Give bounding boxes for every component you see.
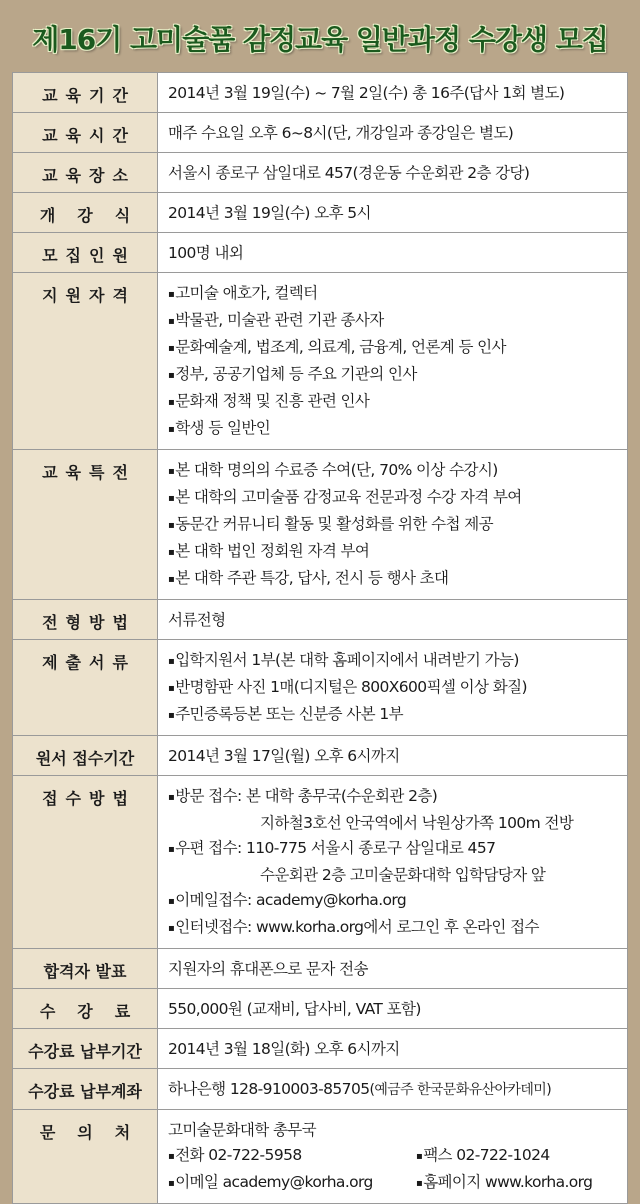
list-item: ▪ 학생 등 일반인 [168, 416, 627, 443]
contact-row [168, 1170, 627, 1197]
table-row [13, 450, 628, 600]
row-label-method: 접수방법 [13, 776, 158, 949]
table-row [13, 113, 628, 153]
list-item: ▪ 본 대학 명의의 수료증 수여(단, 70% 이상 수강시) [168, 458, 627, 485]
row-label-fee: 수강료 [13, 989, 158, 1029]
row-value-time: 매주 수요일 오후 6~8시(단, 개강일과 종강일은 별도) [158, 113, 628, 153]
row-label-time: 교육시간 [13, 113, 158, 153]
row-label-announcement: 합격자 발표 [13, 949, 158, 989]
row-value-fee: 550,000원 (교재비, 답사비, VAT 포함) [158, 989, 628, 1029]
list-item: ▪ 입학지원서 1부(본 대학 홈페이지에서 내려받기 가능) [168, 648, 627, 675]
account-holder: (예금주 한국문화유산아카데미) [369, 1082, 552, 1098]
contact-fax: ▪ 팩스 02-722-1024 [416, 1146, 550, 1164]
table-row [13, 640, 628, 736]
row-label-qualification: 지원자격 [13, 273, 158, 450]
list-item: ▪ 문화재 정책 및 진흥 관련 인사 [168, 389, 627, 416]
info-table [12, 72, 628, 1204]
list-item: ▪ 동문간 커뮤니티 활동 및 활성화를 위한 수첩 제공 [168, 512, 627, 539]
table-row [13, 1110, 628, 1204]
row-label-capacity: 모집인원 [13, 233, 158, 273]
table-row [13, 233, 628, 273]
row-value-period: 2014년 3월 19일(수) ~ 7월 2일(수) 총 16주(답사 1회 별도) [158, 73, 628, 113]
row-value-method [158, 776, 628, 949]
contact-homepage: ▪ 홈페이지 www.korha.org [416, 1173, 592, 1191]
row-label-selection: 전형방법 [13, 600, 158, 640]
table-row [13, 1069, 628, 1110]
contact-row [168, 1143, 627, 1170]
table-row [13, 600, 628, 640]
row-label-account: 수강료 납부계좌 [13, 1069, 158, 1110]
row-value-announcement: 지원자의 휴대폰으로 문자 전송 [158, 949, 628, 989]
row-value-account [158, 1069, 628, 1110]
table-row [13, 1029, 628, 1069]
list-item: ▪ 본 대학 주관 특강, 답사, 전시 등 행사 초대 [168, 566, 627, 593]
row-value-contact [158, 1110, 628, 1204]
row-value-documents [158, 640, 628, 736]
table-row [13, 73, 628, 113]
list-item: ▪ 문화예술계, 법조계, 의료계, 금융계, 언론계 등 인사 [168, 335, 627, 362]
list-item: ▪ 이메일접수: academy@korha.org [168, 888, 627, 915]
list-item: ▪ 주민증록등본 또는 신분증 사본 1부 [168, 702, 627, 729]
list-item: ▪ 박물관, 미술관 관련 기관 종사자 [168, 308, 627, 335]
row-value-benefits [158, 450, 628, 600]
table-row [13, 193, 628, 233]
row-label-contact: 문의처 [13, 1110, 158, 1204]
list-item: ▪ 반명함판 사진 1매(디지털은 800X600픽셀 이상 화질) [168, 675, 627, 702]
contact-phone: ▪ 전화 02-722-5958 [168, 1143, 416, 1170]
table-row [13, 153, 628, 193]
account-number: 하나은행 128-910003-85705 [168, 1080, 370, 1098]
list-item: ▪ 방문 접수: 본 대학 총무국(수운회관 2층) [168, 784, 627, 811]
table-row [13, 949, 628, 989]
row-value-fee-period: 2014년 3월 18일(화) 오후 6시까지 [158, 1029, 628, 1069]
row-label-fee-period: 수강료 납부기간 [13, 1029, 158, 1069]
row-label-opening: 개강식 [13, 193, 158, 233]
row-value-qualification [158, 273, 628, 450]
table-row [13, 776, 628, 949]
list-item: ▪ 본 대학의 고미술품 감정교육 전문과정 수강 자격 부여 [168, 485, 627, 512]
table-row [13, 736, 628, 776]
row-value-selection: 서류전형 [158, 600, 628, 640]
row-label-deadline: 원서 접수기간 [13, 736, 158, 776]
list-item-detail: 지하철3호선 안국역에서 낙원상가쪽 100m 전방 [260, 814, 574, 832]
row-value-deadline: 2014년 3월 17일(월) 오후 6시까지 [158, 736, 628, 776]
list-item: ▪ 인터넷접수: www.korha.org에서 로그인 후 온라인 접수 [168, 915, 627, 942]
contact-email: ▪ 이메일 academy@korha.org [168, 1170, 416, 1197]
row-label-period: 교육기간 [13, 73, 158, 113]
list-item: ▪ 정부, 공공기업체 등 주요 기관의 인사 [168, 362, 627, 389]
list-item: ▪ 고미술 애호가, 컬렉터 [168, 281, 627, 308]
table-row [13, 989, 628, 1029]
list-item-detail: 수운회관 2층 고미술문화대학 입학담당자 앞 [260, 866, 546, 884]
row-label-documents: 제출서류 [13, 640, 158, 736]
row-label-place: 교육장소 [13, 153, 158, 193]
table-row [13, 273, 628, 450]
list-item: ▪ 본 대학 법인 정회원 자격 부여 [168, 539, 627, 566]
row-value-opening: 2014년 3월 19일(수) 오후 5시 [158, 193, 628, 233]
page-title: 제16기 고미술품 감정교육 일반과정 수강생 모집 [32, 23, 608, 56]
contact-org: 고미술문화대학 총무국 [168, 1121, 317, 1139]
list-item: ▪ 우편 접수: 110-775 서울시 종로구 삼일대로 457 [168, 836, 627, 863]
row-value-place: 서울시 종로구 삼일대로 457(경운동 수운회관 2층 강당) [158, 153, 628, 193]
row-label-benefits: 교육특전 [13, 450, 158, 600]
row-value-capacity: 100명 내외 [158, 233, 628, 273]
